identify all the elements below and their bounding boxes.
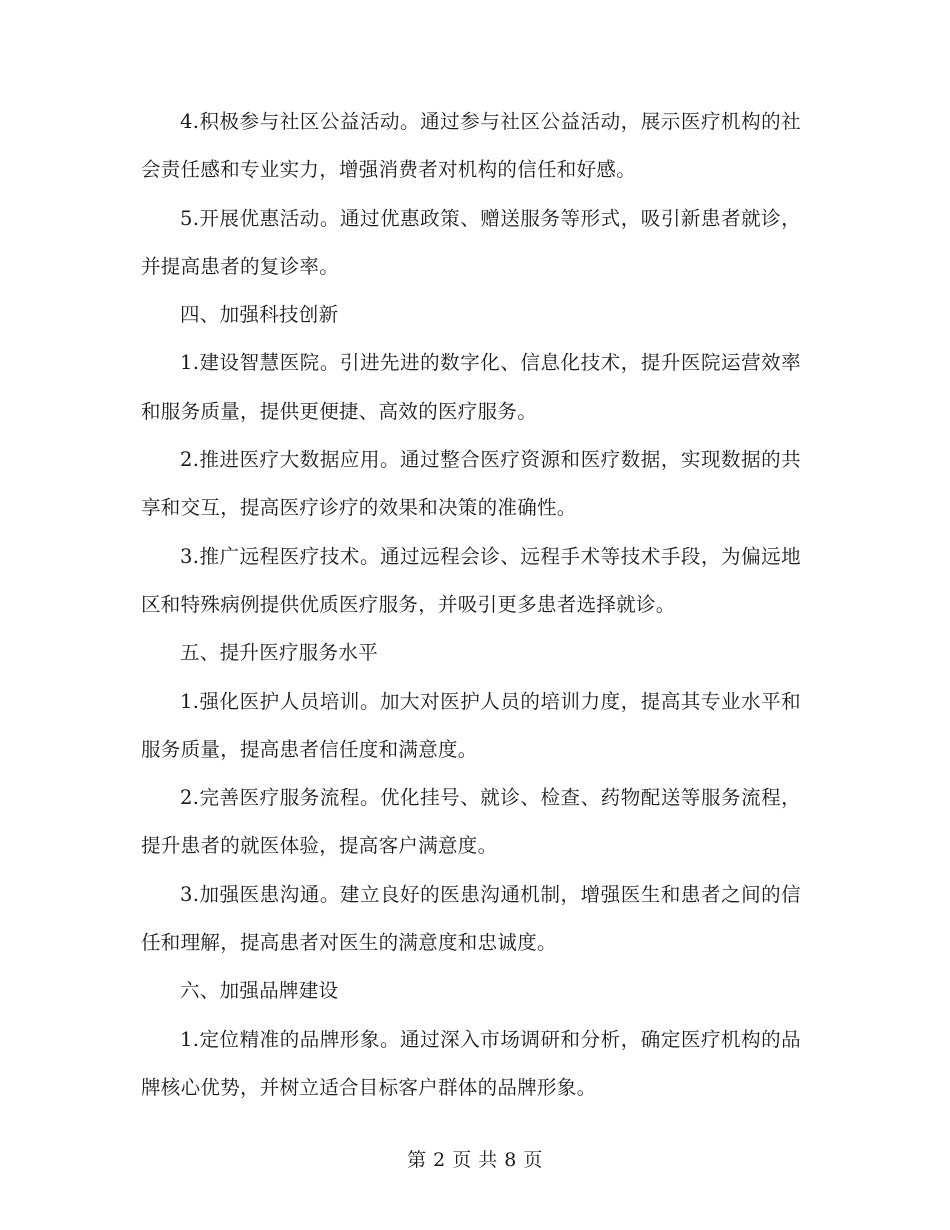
section-heading-brand-building: 六、加强品牌建设 bbox=[180, 979, 339, 1003]
paragraph-telemedicine: 3.推广远程医疗技术。通过远程会诊、远程手术等技术手段，为偏远地区和特殊病例提供优质医疗服务，并吸引更多患者选择就诊。 bbox=[141, 544, 801, 616]
paragraph-community-welfare: 4.积极参与社区公益活动。通过参与社区公益活动，展示医疗机构的社会责任感和专业实力，增强消费者对机构的信任和好感。 bbox=[141, 110, 801, 182]
section-heading-tech-innovation: 四、加强科技创新 bbox=[180, 303, 339, 327]
paragraph-promotions: 5.开展优惠活动。通过优惠政策、赠送服务等形式，吸引新患者就诊，并提高患者的复诊率。 bbox=[141, 206, 801, 278]
document-body bbox=[141, 98, 801, 1112]
paragraph-smart-hospital: 1.建设智慧医院。引进先进的数字化、信息化技术，提升医院运营效率和服务质量，提供更便捷、高效的医疗服务。 bbox=[141, 351, 801, 423]
paragraph-staff-training: 1.强化医护人员培训。加大对医护人员的培训力度，提高其专业水平和服务质量，提高患者信任度和满意度。 bbox=[141, 689, 801, 761]
page-number-footer: 第 2 页 共 8 页 bbox=[407, 1149, 543, 1171]
paragraph-brand-positioning: 1.定位精准的品牌形象。通过深入市场调研和分析，确定医疗机构的品牌核心优势，并树立适合目标客户群体的品牌形象。 bbox=[141, 1027, 801, 1099]
section-heading-service-level: 五、提升医疗服务水平 bbox=[180, 641, 379, 665]
paragraph-big-data: 2.推进医疗大数据应用。通过整合医疗资源和医疗数据，实现数据的共享和交互，提高医疗诊疗的效果和决策的准确性。 bbox=[141, 448, 801, 520]
paragraph-service-process: 2.完善医疗服务流程。优化挂号、就诊、检查、药物配送等服务流程，提升患者的就医体验，提高客户满意度。 bbox=[141, 786, 801, 858]
paragraph-doctor-patient-communication: 3.加强医患沟通。建立良好的医患沟通机制，增强医生和患者之间的信任和理解，提高患者对医生的满意度和忠诚度。 bbox=[141, 882, 801, 955]
